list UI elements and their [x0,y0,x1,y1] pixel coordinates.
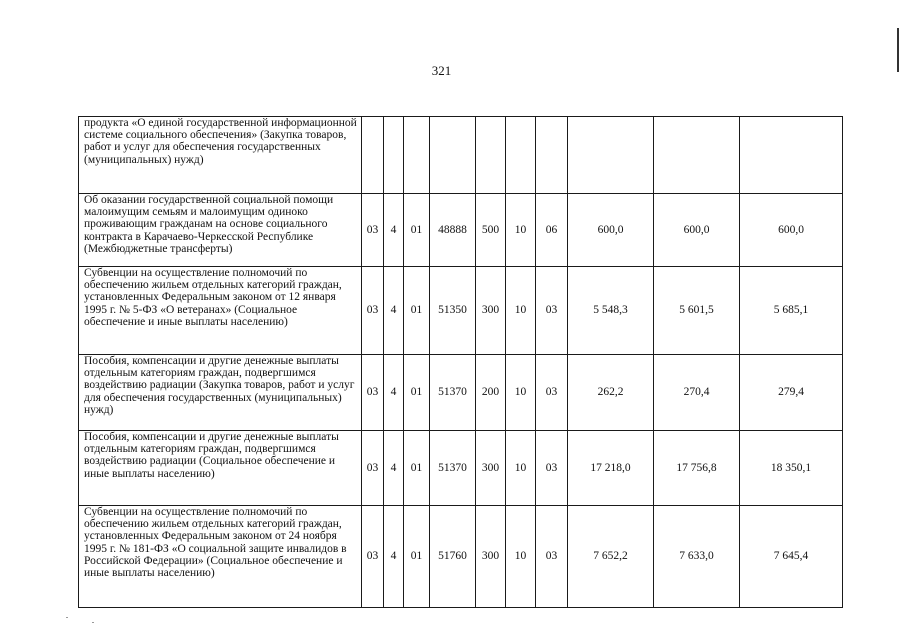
amount-year-3: 279,4 [740,355,843,431]
code-subsection: 03 [536,355,568,431]
code-subprogram [404,117,430,194]
expense-name: продукта «О единой государственной информационной системе социального обеспечения» (Закупка товаров, работ и услуг для обеспечения государственных (муниципальных) нужд) [79,117,362,194]
amount-year-3: 5 685,1 [740,267,843,355]
code-program [384,117,404,194]
expense-name: Субвенции на осуществление полномочий по обеспечению жильем отдельных категорий граждан, установленных Федеральным законом от 12 января 1995 г. № 5-ФЗ «О ветеранах» (Социальное обеспечение и иные выплаты населению) [79,267,362,355]
code-direction: 51370 [430,431,476,506]
code-ministry: 03 [362,431,384,506]
amount-year-1: 262,2 [568,355,654,431]
code-section: 10 [506,431,536,506]
scan-speck [66,617,68,618]
code-program: 4 [384,431,404,506]
code-section [506,117,536,194]
expense-name: Пособия, компенсации и другие денежные выплаты отдельным категориям граждан, подвергшимся воздействию радиации (Закупка товаров, работ и услуг для обеспечения государственных (муниципальных) нужд) [79,355,362,431]
code-direction [430,117,476,194]
amount-year-3: 18 350,1 [740,431,843,506]
code-subsection: 03 [536,506,568,608]
amount-year-1 [568,117,654,194]
table-row [79,506,843,608]
code-subsection: 03 [536,267,568,355]
code-subsection [536,117,568,194]
amount-year-1: 5 548,3 [568,267,654,355]
table-row [79,117,843,194]
amount-year-2: 600,0 [654,194,740,267]
code-direction: 51760 [430,506,476,608]
page-number: 321 [431,63,452,78]
code-ministry [362,117,384,194]
code-program: 4 [384,267,404,355]
scan-edge-line [897,28,899,72]
expense-name: Об оказании государственной социальной помощи малоимущим семьям и малоимущим одиноко проживающим гражданам на основе социального контракта в Карачаево-Черкесской Республике (Межбюджетные трансферты) [79,194,362,267]
code-ministry: 03 [362,506,384,608]
code-subprogram: 01 [404,355,430,431]
code-section: 10 [506,194,536,267]
amount-year-2: 5 601,5 [654,267,740,355]
scan-speck [92,622,94,623]
code-program: 4 [384,194,404,267]
code-program: 4 [384,506,404,608]
expense-name: Субвенции на осуществление полномочий по обеспечению жильем отдельных категорий граждан, установленных Федеральным законом от 24 ноября 1995 г. № 181-ФЗ «О социальной защите инвалидов в Российской Федерации» (Социальное обеспечение и иные выплаты населению) [79,506,362,608]
code-expense-type: 300 [476,431,506,506]
amount-year-2 [654,117,740,194]
amount-year-3: 7 645,4 [740,506,843,608]
table-row [79,355,843,431]
amount-year-3 [740,117,843,194]
code-section: 10 [506,267,536,355]
code-ministry: 03 [362,194,384,267]
code-subprogram: 01 [404,431,430,506]
code-section: 10 [506,355,536,431]
code-program: 4 [384,355,404,431]
amount-year-2: 270,4 [654,355,740,431]
table-row [79,431,843,506]
code-direction: 51370 [430,355,476,431]
amount-year-2: 7 633,0 [654,506,740,608]
amount-year-1: 600,0 [568,194,654,267]
code-ministry: 03 [362,267,384,355]
code-direction: 51350 [430,267,476,355]
code-section: 10 [506,506,536,608]
expense-name: Пособия, компенсации и другие денежные выплаты отдельным категориям граждан, подвергшимся воздействию радиации (Социальное обеспечение и иные выплаты населению) [79,431,362,506]
amount-year-1: 17 218,0 [568,431,654,506]
amount-year-1: 7 652,2 [568,506,654,608]
code-expense-type [476,117,506,194]
table-row [79,194,843,267]
code-direction: 48888 [430,194,476,267]
code-expense-type: 500 [476,194,506,267]
code-subprogram: 01 [404,267,430,355]
code-ministry: 03 [362,355,384,431]
code-subprogram: 01 [404,194,430,267]
code-subsection: 06 [536,194,568,267]
code-expense-type: 300 [476,506,506,608]
code-expense-type: 200 [476,355,506,431]
amount-year-3: 600,0 [740,194,843,267]
table-row [79,267,843,355]
amount-year-2: 17 756,8 [654,431,740,506]
code-expense-type: 300 [476,267,506,355]
code-subsection: 03 [536,431,568,506]
budget-table [78,116,843,608]
code-subprogram: 01 [404,506,430,608]
